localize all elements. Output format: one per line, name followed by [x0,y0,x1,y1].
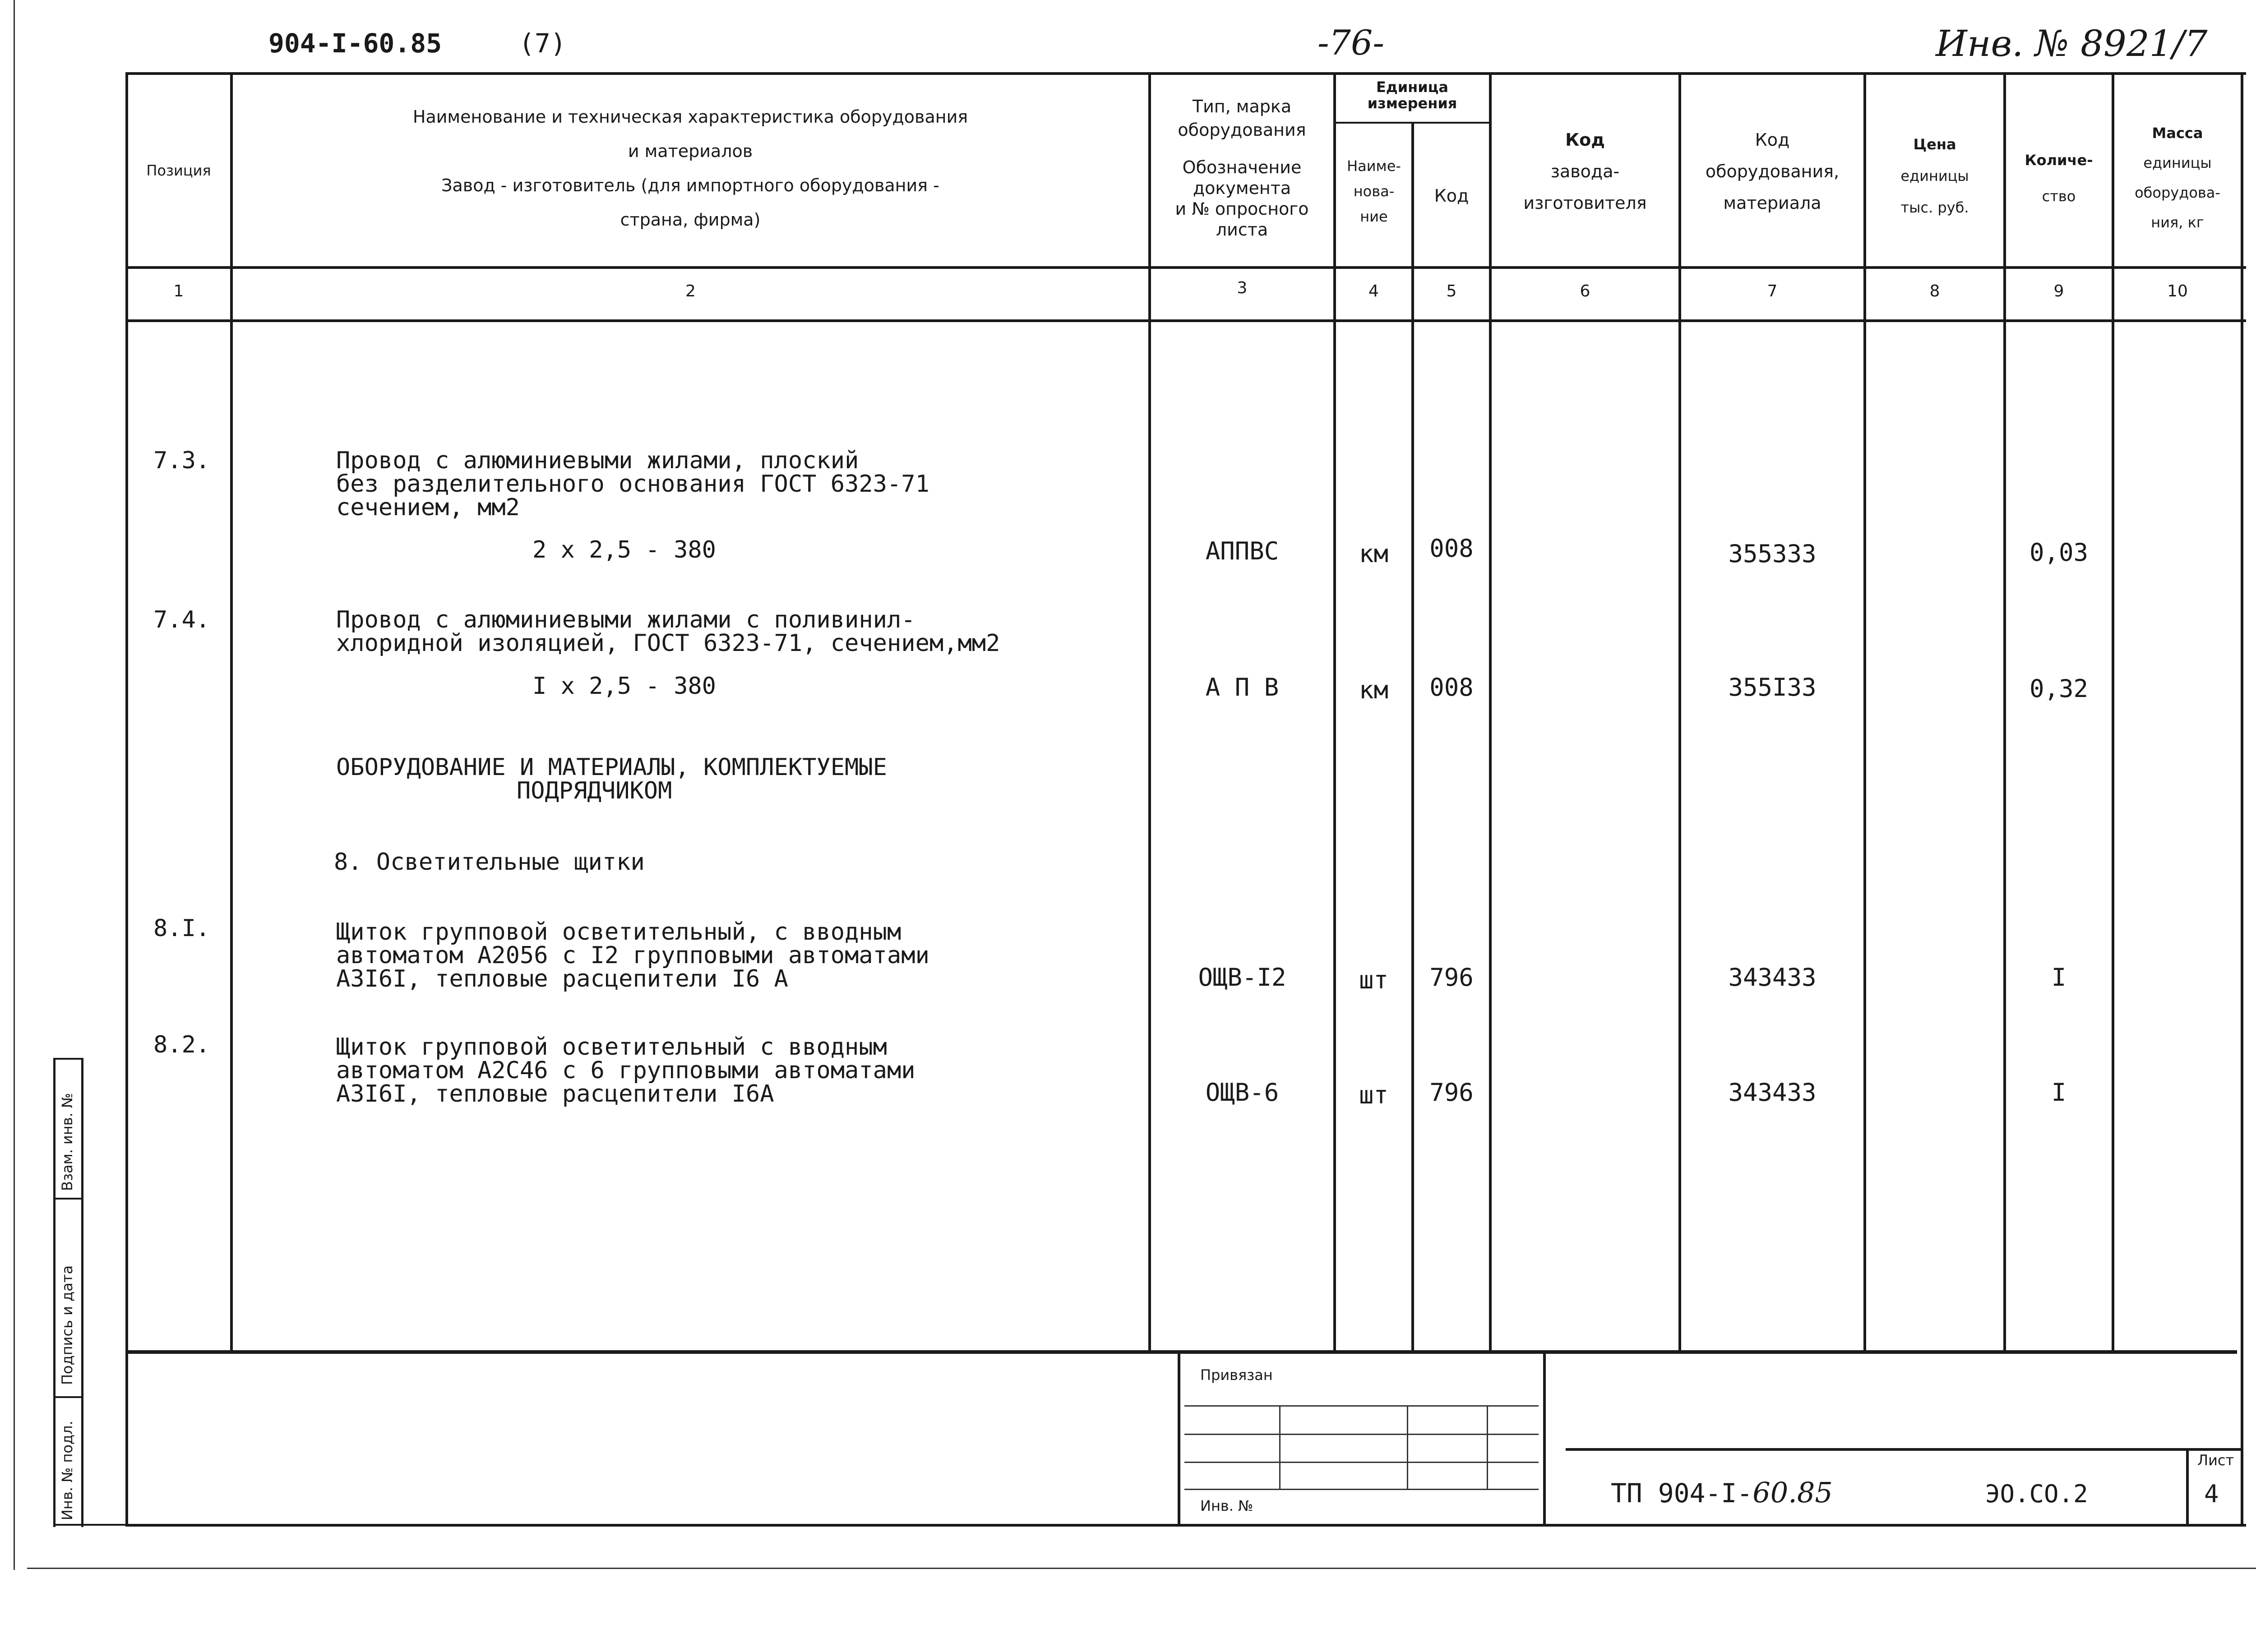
header-col2-line3: Завод - изготовитель (для импортного оборудования - [441,175,939,195]
header-col7-line2: оборудования, [1705,162,1840,181]
side-label-vzam: Взам. инв. № [59,1093,76,1191]
stamp-sheet-label: Лист [2197,1452,2234,1469]
row-7-3-type: АППВС [1205,537,1279,565]
row-7-3-desc-line1: Провод с алюминиевыми жилами, плоский [336,447,859,474]
stamp-doc-designation [1611,1476,1833,1509]
row-8-1-description [336,920,929,991]
stamp-grid-line-2 [1184,1434,1539,1435]
row-7-4-type: А П В [1205,673,1279,701]
col-line-8 [2003,72,2006,1352]
unit-group-line [1333,122,1489,124]
header-col3-line4: документа [1193,178,1291,198]
row-7-4-desc-line1: Провод с алюминиевыми жилами с поливинил- [336,606,915,633]
row-7-3-desc-line2: без разделительного основания ГОСТ 6323-71 [336,471,929,498]
row-7-3-unit-code: 008 [1429,534,1474,563]
header-col2-line1: Наименование и техническая характеристика оборудования [412,107,968,127]
row-7-3-unit: км [1359,540,1389,568]
row-7-4-desc-line2: хлоридной изоляцией, ГОСТ 6323-71, сечением,мм2 [336,630,1000,657]
stamp-grid-vline-3 [1487,1407,1488,1489]
header-col3 [1151,95,1333,240]
row-8-1-desc-line1: Щиток групповой осветительный, с вводным [336,918,901,946]
header-col9-line2: ство [2042,188,2076,205]
row-8-1-type: ОЩВ-I2 [1198,963,1286,992]
header-col10-line1: Масса [2152,125,2203,142]
outer-bottom-line [27,1568,2256,1569]
stamp-grid-line-3 [1184,1462,1539,1463]
stamp-grid-line-4 [1184,1489,1539,1490]
header-bottom-line [125,266,2246,269]
row-7-4-quantity: 0,32 [2029,674,2089,703]
header-col3-line6: листа [1216,220,1268,240]
frame-top-line [125,72,2246,75]
row-7-4-position: 7.4. [153,606,210,633]
stamp-sheet-code: ЭО.СО.2 [1985,1480,2088,1508]
col-number-5: 5 [1446,282,1457,300]
stamp-sheet-number: 4 [2204,1480,2219,1508]
stamp-doc-suffix: 60.85 [1752,1476,1833,1509]
doc-code-top: 904-I-60.85 [268,28,442,59]
header-unit-line2: измерения [1367,95,1457,112]
col-number-2: 2 [685,282,696,300]
header-col2 [235,104,1146,233]
header-col3-line2: оборудования [1178,120,1306,140]
header-col6-line1: Код [1565,130,1605,150]
stamp-doc-prefix: ТП 904-I- [1611,1478,1753,1509]
row-8-2-unit-code: 796 [1429,1078,1474,1107]
frame-right-line [2241,72,2243,1527]
side-strip-div-2 [53,1396,83,1398]
stamp-grid-vline-1 [1279,1407,1281,1489]
subsection-lighting-panels: 8. Осветительные щитки [334,849,645,876]
stamp-inv-no: Инв. № [1200,1497,1253,1514]
col-number-6: 6 [1580,282,1590,300]
header-col6 [1492,124,1678,219]
sheet-box-left-line [2186,1448,2189,1525]
col-line-2 [1148,72,1151,1352]
col-line-9 [2112,72,2114,1352]
section-heading-line2: ПОДРЯДЧИКОМ [517,777,672,804]
header-col7-line1: Код [1755,130,1790,150]
row-7-4-unit: км [1359,676,1389,704]
col-number-1: 1 [173,282,184,300]
header-col5: Код [1434,186,1469,206]
row-8-1-quantity: I [2051,963,2066,992]
stamp-grid-line-1 [1184,1405,1539,1407]
col-number-4: 4 [1368,282,1379,300]
header-col8-line2: единицы [1900,167,1969,185]
row-8-2-desc-line3: А3I6I, тепловые расцепители I6А [336,1080,774,1107]
col-number-10: 10 [2167,282,2188,300]
header-col10 [2114,118,2241,237]
header-col10-line3: оборудова- [2135,184,2220,201]
inventory-number: Инв. № 8921/7 [1936,23,2208,65]
row-7-3-desc-line3: сечением, мм2 [336,494,520,521]
doc-part-top: (7) [519,28,566,59]
col-number-9: 9 [2053,282,2064,300]
col-line-4 [1411,122,1414,1352]
row-7-4-material-code: 355I33 [1728,673,1817,701]
header-col9 [2006,142,2112,214]
header-col4-line2: нова- [1353,183,1395,200]
row-8-1-unit-code: 796 [1429,963,1474,992]
side-strip-bottom-line [53,1524,125,1526]
col-line-7 [1863,72,1866,1352]
section-heading-line1: ОБОРУДОВАНИЕ И МАТЕРИАЛЫ, КОМПЛЕКТУЕМЫЕ [336,754,887,781]
row-8-2-position: 8.2. [153,1031,210,1058]
header-unit-line1: Единица [1376,78,1448,96]
outer-left-line [14,0,15,1570]
header-col3-line1: Тип, марка [1192,97,1292,116]
header-col7-line3: материала [1723,193,1821,213]
row-8-1-desc-line2: автоматом А2056 с I2 групповыми автоматами [336,942,929,969]
header-col2-line2: и материалов [628,141,753,161]
row-8-2-quantity: I [2051,1078,2066,1107]
row-8-2-description [336,1035,915,1106]
header-col2-line4: страна, фирма) [620,210,761,230]
header-col4-line1: Наиме- [1347,157,1401,175]
row-8-1-desc-line3: А3I6I, тепловые расцепители I6 А [336,965,788,992]
col-number-3: 3 [1237,279,1248,297]
row-7-3-material-code: 355333 [1728,540,1817,568]
row-7-4-description [336,608,1000,655]
col-line-5 [1489,72,1492,1352]
col-number-7: 7 [1767,282,1778,300]
frame-bottom-line [125,1524,2246,1527]
row-7-3-position: 7.3. [153,447,210,474]
side-strip-top-line [53,1058,83,1060]
row-8-2-type: ОЩВ-6 [1205,1078,1279,1107]
header-col7 [1681,124,1863,219]
stamp-box-right-line [1543,1351,1546,1525]
col-line-6 [1678,72,1681,1352]
header-col8 [1866,129,2003,223]
col-line-3 [1333,72,1336,1352]
page-number: -76- [1318,23,1385,63]
row-7-3-size: 2 x 2,5 - 380 [532,536,716,563]
row-7-3-quantity: 0,03 [2029,538,2089,567]
row-8-2-desc-line2: автоматом А2С46 с 6 групповыми автоматами [336,1057,915,1084]
header-col6-line2: завода- [1550,162,1620,181]
stamp-privyazan: Привязан [1200,1366,1273,1384]
header-col3-line5: и № опросного [1175,199,1309,219]
header-col4 [1336,153,1411,229]
row-7-3-description [336,449,929,519]
header-col10-line2: единицы [2143,154,2212,171]
side-label-podpis: Подпись и дата [59,1265,76,1385]
row-8-1-material-code: 343433 [1728,963,1817,992]
stamp-mid-line [1566,1448,2242,1451]
stamp-grid-vline-2 [1407,1407,1408,1489]
stamp-box-left-line [1178,1351,1180,1525]
header-unit-group [1336,79,1489,111]
number-row-bottom-line [125,319,2246,322]
side-label-inv-podl: Инв. № подл. [59,1421,76,1520]
row-8-1-position: 8.I. [153,915,210,942]
col-number-8: 8 [1929,282,1940,300]
row-8-2-material-code: 343433 [1728,1078,1817,1107]
header-col3-line3: Обозначение [1182,157,1302,177]
side-strip-left-line [53,1058,55,1527]
header-col4-line3: ние [1360,208,1388,225]
header-col10-line4: ния, кг [2151,214,2204,231]
col-line-1 [230,72,233,1352]
side-strip-div-1 [53,1198,83,1200]
header-col1: Позиция [146,162,211,179]
header-col9-line1: Количе- [2025,152,2093,169]
side-strip-mid-line [81,1058,83,1527]
row-8-1-unit: шт [1359,966,1389,994]
section-heading [336,756,887,803]
header-col8-line1: Цена [1913,136,1956,153]
body-bottom-line [125,1350,2237,1354]
header-col6-line3: изготовителя [1523,193,1647,213]
row-7-4-size: I x 2,5 - 380 [532,673,716,700]
header-col8-line3: тыс. руб. [1900,199,1969,216]
row-8-2-desc-line1: Щиток групповой осветительный с вводным [336,1034,887,1061]
row-7-4-unit-code: 008 [1429,673,1474,701]
row-8-2-unit: шт [1359,1081,1389,1109]
